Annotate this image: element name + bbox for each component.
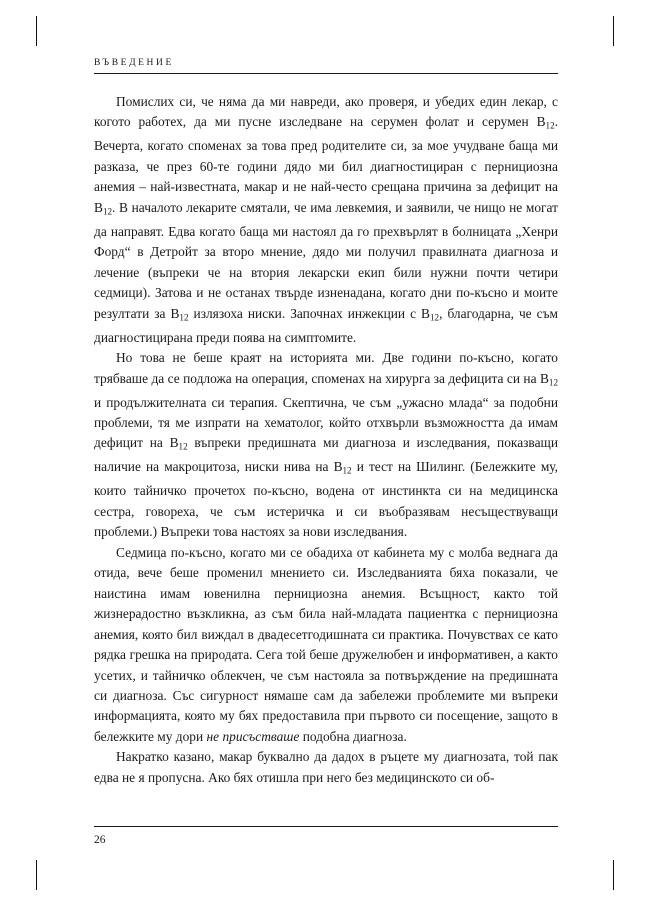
crop-mark-top-left: [36, 16, 37, 46]
paragraph: Накратко казано, макар буквално да дадох в ръцете му диагнозата, той пак едва не я пропусна. Ако бях отишла при него без медицинското си об-: [94, 749, 558, 785]
paragraph: Седмица по-късно, когато ми се обадиха от кабинета му с молба веднага да отида, вече беше променил мнението си. Изследванията бяха показали, че наистина имам ювенилна пернициозна анемия. Всъщност, както той жизнерадостно възкликна, аз съм била най-младата пациентка с пернициозна анемия, която бил виждал в двадесетгодишната си практика. Почувствах се като рядка грешка на природата. Сега той беше дружелюбен и информативен, а както усетих, и тайничко облекчен, че съм настояла за потвърждение на предишната си диагноза. Със сигурност нямаше сам да забележи проблемите ми въпреки информацията, която му бях предоставила при първото си посещение, защото в бележките му дори не присъстваше подобна диагноза.: [94, 544, 558, 744]
running-head: ВЪВЕДЕНИЕ: [94, 58, 558, 74]
paragraph: Помислих си, че няма да ми навреди, ако проверя, и убедих един лекар, с когото работех, да ми пусне изследване на серумен фолат и серумен $B_{12}$. Вечерта, когато споменах за това пред родителите си, за мое учудване баща ми разказа, че през 60-те години дядо ми бил диагностициран с пернициозна анемия – най-известната, макар и не най-често срещана причина за дефицит на $B_{12}$. В началото лекарите смятали, че има левкемия, и заявили, че нищо не могат да направят. Едва когато баща ми настоял да го прехвърлят в болницата „Хенри Форд“ в Детройт за второ мнение, дядо ми получил правилната диагноза и лечение (въпреки че на втория лекарски екип били нужни почти четири седмици). Затова и не останах твърде изненадана, когато дни по-късно и моите резултати за $B_{12}$ излязоха ниски. Започнах инжекции с $B_{12}$, благодарна, че съм диагностицирана преди поява на симптомите.: [94, 94, 558, 345]
crop-mark-bottom-left: [36, 860, 37, 890]
crop-mark-bottom-right: [613, 860, 614, 890]
paragraph: Но това не беше краят на историята ми. Две години по-късно, когато трябваше да се подложа на операция, споменах на хирурга за дефицита си на $B_{12}$ и продължителната си терапия. Скептична, че съм „ужасно млада“ за подобни проблеми, тя ме изпрати на хематолог, който отхвърли възможността да имам дефицит на $B_{12}$ въпреки предишната ми диагноза и изследвания, показващи наличие на макроцитоза, ниски нива на $B_{12}$ и тест на Шилинг. (Бележките му, които тайничко прочетох по-късно, водена от инстинкта си на медицинска сестра, говореха, че съм истеричка и си въобразявам несъществуващи проблеми.) Въпреки това настоях за нови изследвания.: [94, 350, 558, 540]
page-number: 26: [94, 826, 558, 846]
body-text: [94, 92, 558, 788]
crop-mark-top-right: [613, 16, 614, 46]
